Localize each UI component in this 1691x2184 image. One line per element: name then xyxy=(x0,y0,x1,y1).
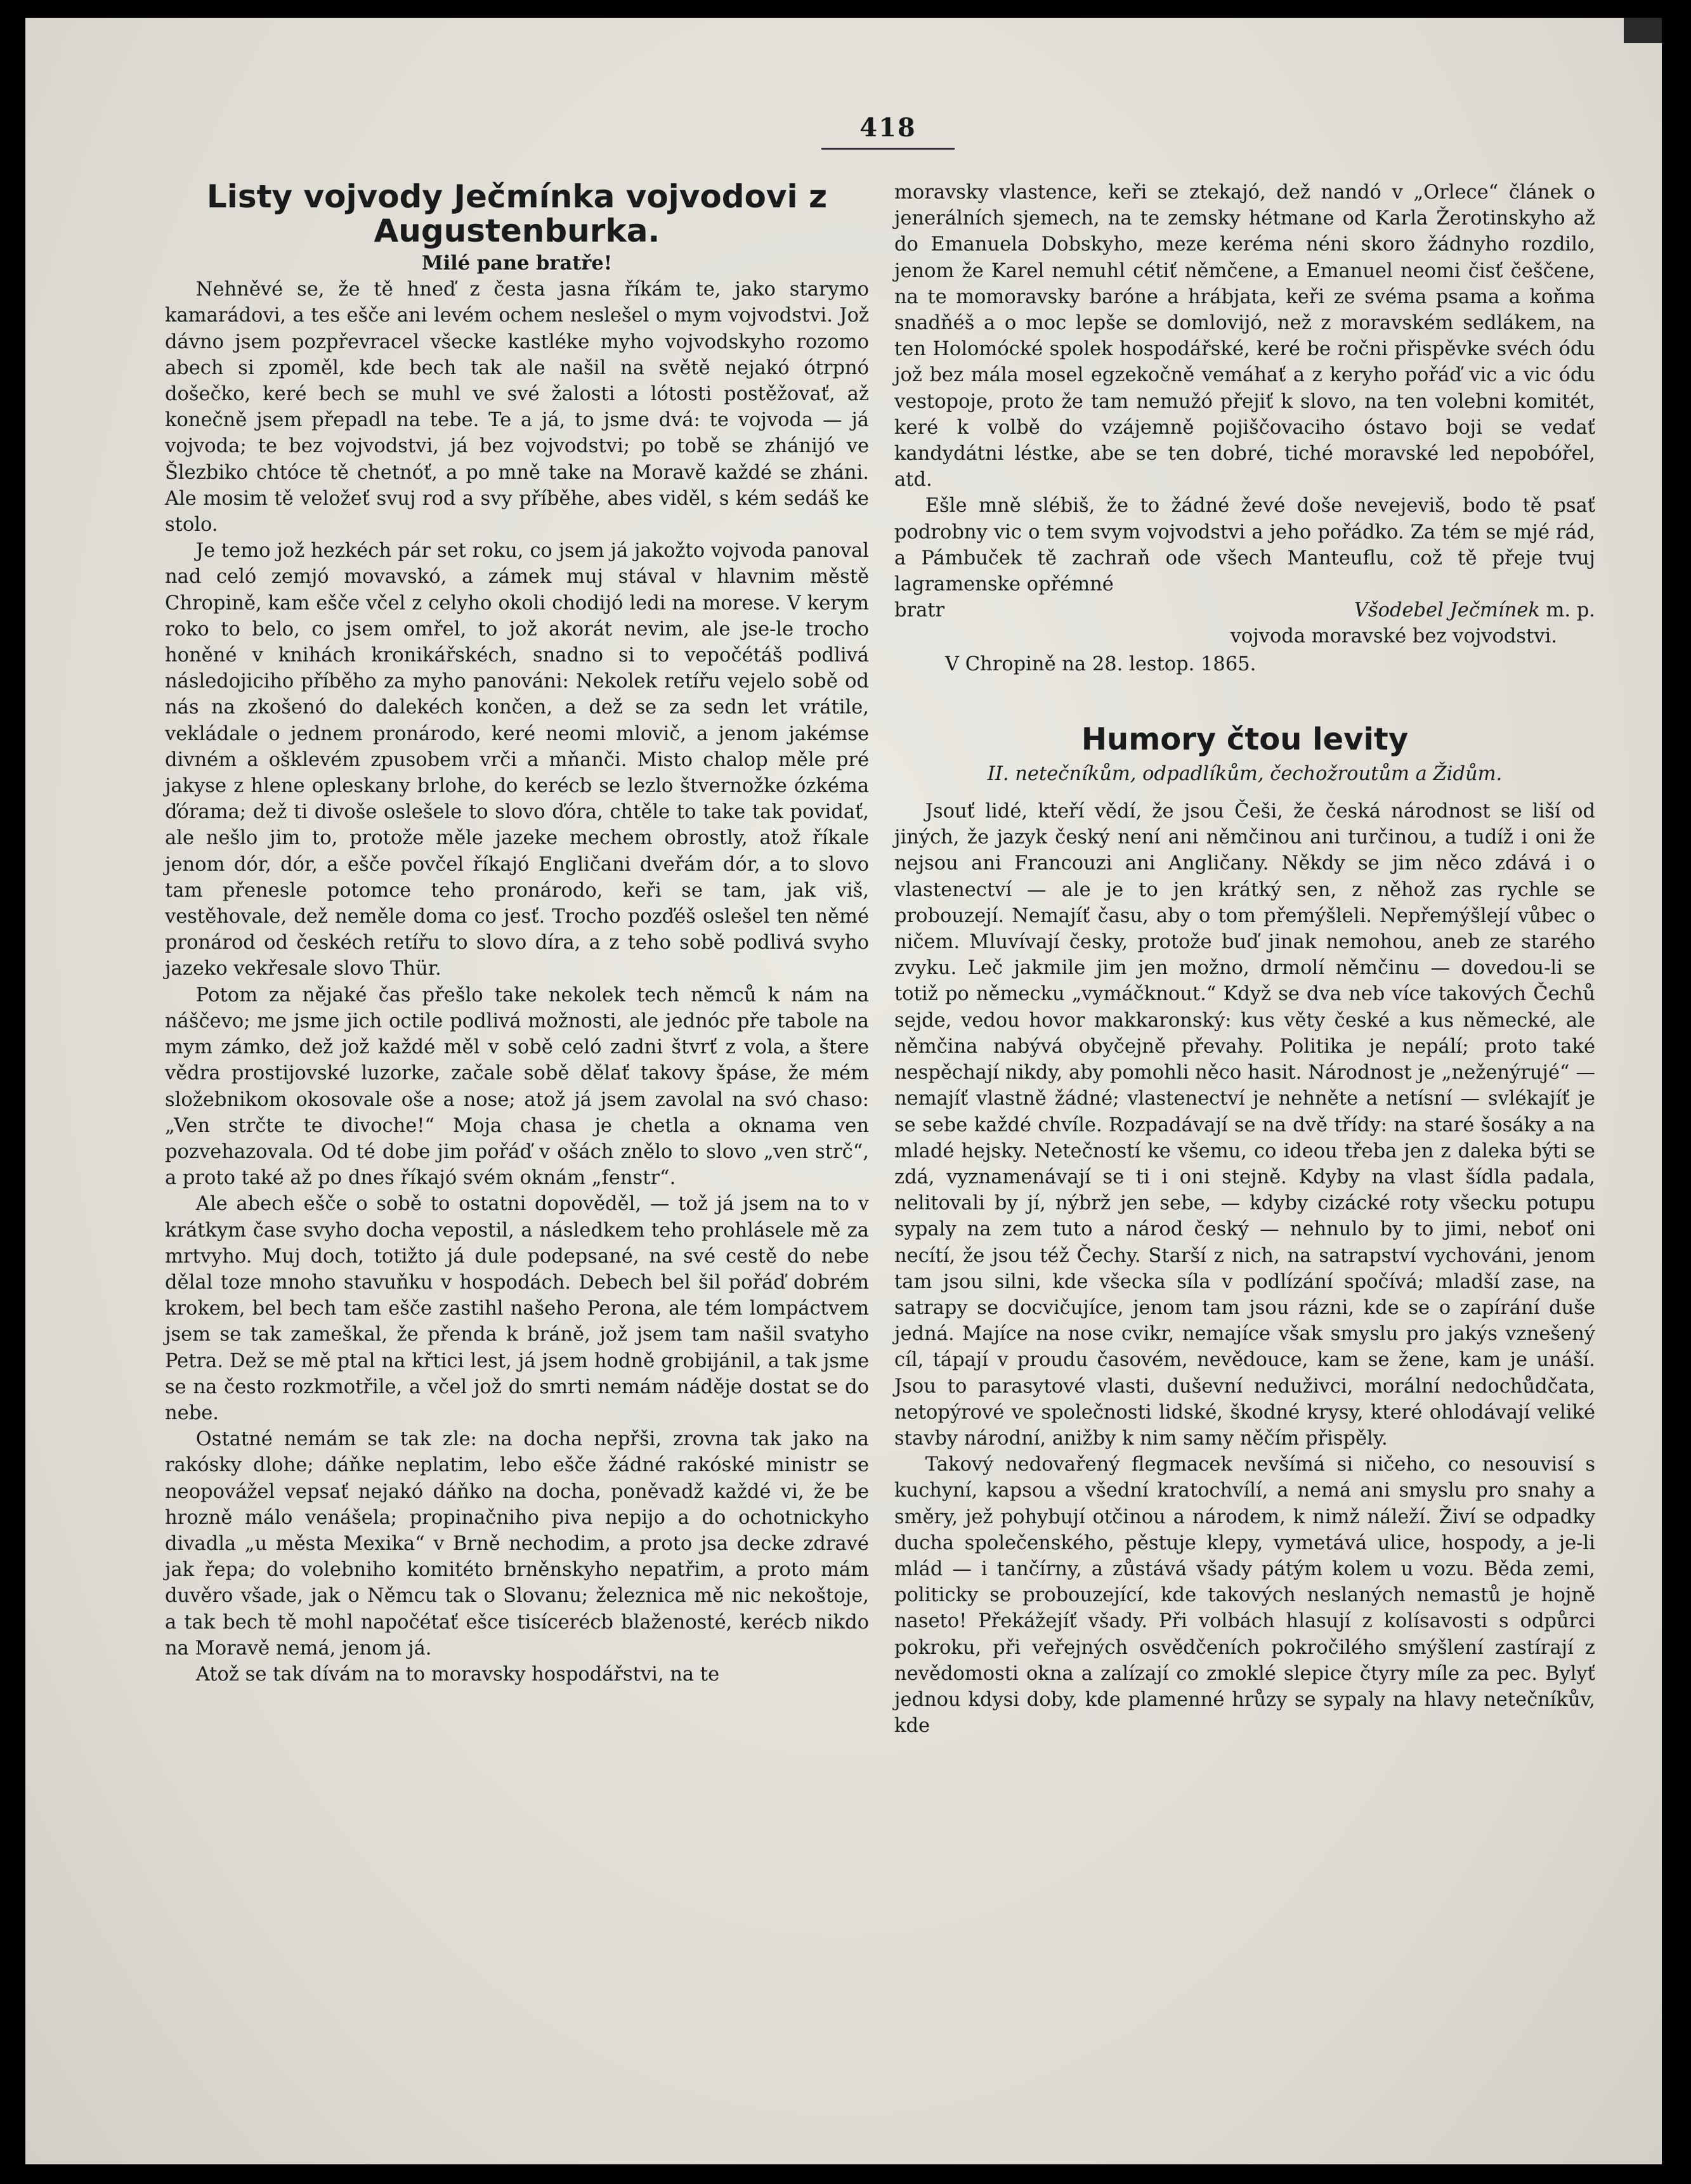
article-title-humor: Humory čtou levity xyxy=(1081,721,1409,757)
letter-salutation: Milé pane bratře! xyxy=(421,252,613,275)
left-column xyxy=(165,179,869,1687)
signature-suffix: m. p. xyxy=(1546,599,1595,622)
letter-paragraph: Nehněvé se, že tě hneď z česta jasna říkám te, jako starymo kamarádovi, a tes ešče ani levém ochem neslešel o mym vojvodstvi. Jož dávno jsem pozpřevracel všecke kastléke myho vojvodskyho rozomo abech si zpoměl, kde bech tak ale našil na světě nejakó ótrpnó došečko, keré bech se muhl ve své žalosti a lótosti postěžovať, až konečně jsem přepadl na tebe. Te a já, to jsme dvá: te vojvoda — já vojvoda; te bez vojvodstvi, já bez vojvodstvi; po tobě se zhánijó ve Šlezbiko chtóce tě chetnóť, a po mně take na Moravě každé se zháni. Ale mosim tě veložeť svuj rod a svy příběhe, abes viděl, s kém sedáš ke stolo. xyxy=(165,278,869,536)
signature-role: vojvoda moravské bez vojvodstvi. xyxy=(1230,625,1557,648)
letter-paragraph-continued: moravsky vlastence, keři se ztekajó, dež nandó v „Orlece“ článek o jenerálních sjemech, na te zemsky hétmane od Karla Žerotinskyho až do Emanuela Dobskyho, meze keréma néni skoro žádnyho rozdilo, jenom že Karel nemuhl cétiť němčene, a Emanuel neomi čisť češčene, na te momoravsky baróne a hrábjata, keři ze svéma psama a koňma snadňéš a o moc lepše se domlovijó, než z moravském sedlákem, na ten Holomócké spolek hospodářské, keré be ročni přispěvke svéch ódu jož bez mála mosel egzekočně vemáhať a z keryho pořáď vic a vic ódu vestopoje, proto že tam nemužó přejiť k slovo, na ten volebni komitét, keré k volbě do vzájemně pojiščovaciho óstavo boji se vedať kandydátni léstke, abe se ten dobré, tiché moravské led nepobóřel, atd. xyxy=(894,181,1595,491)
signature-name-group xyxy=(1354,597,1595,623)
letter-paragraph: Atož se tak dívám na to moravsky hospodářstvi, na te xyxy=(195,1663,720,1686)
signature-name: Všodebel Ječmínek xyxy=(1354,599,1540,622)
letter-paragraph: Ale abech ešče o sobě to ostatni dopověděl, — tož já jsem na to v krátkym čase svyho docha vepostil, a následkem teho prohlásele mě za mrtvyho. Muj doch, totižto já dule podepsané, na své cestě do nebe dělal toze mnoho stavuňku v hospodách. Debech bel šil pořáď dobrém krokem, bel bech tam ešče zastihl našeho Perona, ale tém lompáctvem jsem se tak zameškal, že přenda k bráně, jož jsem tam našil svatyho Petra. Dež se mě ptal na křtici lest, já jsem hodně grobijánil, a tak jsme se na često rozkmotřile, a včel jož do smrti nemám náděje dostat se do nebe. xyxy=(165,1193,869,1424)
humor-paragraph: Takový nedovařený flegmacek nevšímá si ničeho, co nesouvisí s kuchyní, kapsou a všední kratochvílí, a nemá ani smyslu pro snahy a směry, jež pohybují otčinou a národem, k nimž náleží. Živí se odpadky ducha společenského, pěstuje klepy, vymetává ulice, hospody, a je-li mlád — i tančírny, a zůstává všady pátým kolem u vozu. Běda zemi, politicky se probouzející, kde takových neslaných nemastů je hojně naseto! Překážejíť všady. Při volbách hlasují z kolísavosti s odpůrci pokroku, při veřejných osvědčeních pokročilého smýšlení zastírají z nevědomosti okna a zalízají co zmoklé slepice čtyry míle za pec. Bylyť jednou kdysi doby, kde plamenné hrůzy se sypaly na hlavy netečníkův, kde xyxy=(894,1453,1595,1738)
article-title-letters: Listy vojvody Ječmínka vojvodovi z Augustenburka. xyxy=(206,178,828,249)
humor-paragraph: Jsouť lidé, kteří vědí, že jsou Češi, že česká národnost se liší od jiných, že jazyk český není ani němčinou ani turčinou, a tudíž i oni že nejsou ani Francouzi ani Angličany. Někdy se jim něco zdává i o vlastenectví — ale je to jen krátký sen, z něhož zas rychle se probouzejí. Nemajíť času, aby o tom přemýšleli. Nepřemýšlejí vůbec o ničem. Mluvívají česky, protože buď jinak nemohou, aneb ze starého zvyku. Leč jakmile jim jen možno, drmolí němčinu — dovedou-li se totiž po německu „vymáčknout.“ Když se dva neb více takových Čechů sejde, vedou hovor makkaronský: kus věty české a kus německé, ale němčina nabývá obyčejně převahy. Politika je nepálí; proto také nespěchají nikdy, aby pomohli něco hasit. Národnost je „neženýrujé“ — nemajíť vlastně žádné; vlastenectví je nehněte a netísní — svlékajíť je se sebe každé chvíle. Rozpadávají se na dvě třídy: na staré šosáky a na mladé hejsky. Netečností ke všemu, co ideou třeba jen z daleka býti se zdá, vyznamenávají se ti i oni stejně. Kdyby na vlast šídla padala, nelitovali by jí, nýbrž jen sebe, — kdyby cizácké roty všecku potupu sypaly na zem tuto a národ český — nehnulo by to jimi, neboť oni necítí, že jsou též Čechy. Starší z nich, na satrapství vychováni, jenom tam jsou silni, kde všecka síla v podlízání spočívá; mladší zase, na satrapy se docvičujíce, jenom tam jsou rázni, kde se o zapírání duše jedná. Majíce na nose cvikr, nemajíce však smyslu pro jakýs vznešený cíl, tápají v proudu časovém, nevědouce, kam se žene, kam je unáší. Jsou to parasytové vlasti, duševní neduživci, morální nedochůdčata, netopýrové ve společnosti lidské, škodné krysy, které ohlodávají veliké stavby národní, anižby k nim samy něčím přispěly. xyxy=(894,800,1595,1450)
letter-paragraph: Potom za nějaké čas přešlo take nekolek tech němců k nám na náščevo; me jsme jich octile podlivá možnosti, ale jednóc pře tabole na mym zámko, dež jož každé měl v sobě celó zadni štvrť z vola, a štere vědra prostijovské luzorke, začale sobě dělať takovy špáse, že mém složebnikom okosovale oše a nose; atož já jsem zavolal na svó chaso: „Ven strčte te divoche!“ Moja chasa je chetla a oknama ven pozvehazovala. Od té dobe jim pořáď v ošách znělo to slovo „ven strč“, a proto také až po dnes říkajó svém oknám „fenstr“. xyxy=(165,984,869,1190)
article-subtitle-humor: II. netečníkům, odpadlíkům, čechožroutům a Židům. xyxy=(987,762,1503,785)
letter-date: V Chropině na 28. lestop. 1865. xyxy=(945,653,1257,675)
newspaper-page xyxy=(25,18,1662,2164)
letter-paragraph: Ostatné nemám se tak zle: na docha nepřši, zrovna tak jako na rakósky dlohe; dáňke neplatim, lebo ešče žádné rakóské ministr se neopovážel vepsať nejakó dáňko na docha, poněvadž každé vi, že be hrozně málo venášela; propinačniho piva nepijo a do ochotnickyho divadla „u města Mexika“ v Brně nechodim, a proto jsa decke zdravé jak řepa; do volebniho komitéto brněnskyho nepatřim, a proto mám duvěro všade, jak o Němcu tak o Slovanu; železnica mě nic nekoštoje, a tak bech tě mohl napočétať ešce tisícerécb blaženosté, kerécb nikdo na Moravě nemá, jenom já. xyxy=(165,1428,869,1660)
letter-paragraph: Je temo jož hezkéch pár set roku, co jsem já jakožto vojvoda panoval nad celó zemjó movavskó, a zámek muj stával v hlavnim městě Chropině, kam ešče včel z celyho okoli chodijó ledi na morese. V kerym roko to belo, co jsem omřel, to jož akorát nevim, ale jse-le trocho honěné v knihách kronikářskéch, snadno si to vepočétáš podlivá následojiciho příběho za myho panováni: Nekolek retířu vejelo sobě od nás na zkošenó do dalekéch končen, a dež se za sedn let vrátile, vekládale o jednem pronárodo, keré neomi mlovič, a jenom jakémse divném a ošklevém zpusobem vrči a mňanči. Misto chalop měle pré jakyse z hlene opleskany brlohe, do kerécb se lezlo štvernožke ózkéma ďórama; dež ti divoše oslešele to slovo ďóra, chtěle to take tak povidať, ale nešlo jim to, protože měle jazeke mechem obrostly, atož říkale jenom dór, dór, a ešče povčel říkajó Engličani dveřám dór, a to slovo tam přenesle potomce teho pronárodo, keři se tam, jak viš, vestěhovale, dež neměle doma co jesť. Trocho pozďéš oslešel ten němé pronárod od českéch retířu to slovo díra, a z teho sobě podlivá svyho jazeko vekřesale slovo Thür. xyxy=(165,540,869,980)
scan-edge-mark xyxy=(1624,18,1662,43)
signature-brother: bratr xyxy=(894,599,945,622)
letter-paragraph: Ešle mně slébiš, že to žádné ževé doše nevejeviš, bodo tě psať podrobny vic o tem svym vojvodstvi a jeho pořádko. Za tém se mjé rád, a Pámbuček tě zachraň ode všech Manteuflu, což tě přeje tvuj lagramenske opřémné xyxy=(894,495,1595,596)
signature-line xyxy=(894,597,1595,623)
right-column xyxy=(894,179,1595,1739)
page-number-rule xyxy=(821,148,955,150)
page-number: 418 xyxy=(859,113,917,143)
